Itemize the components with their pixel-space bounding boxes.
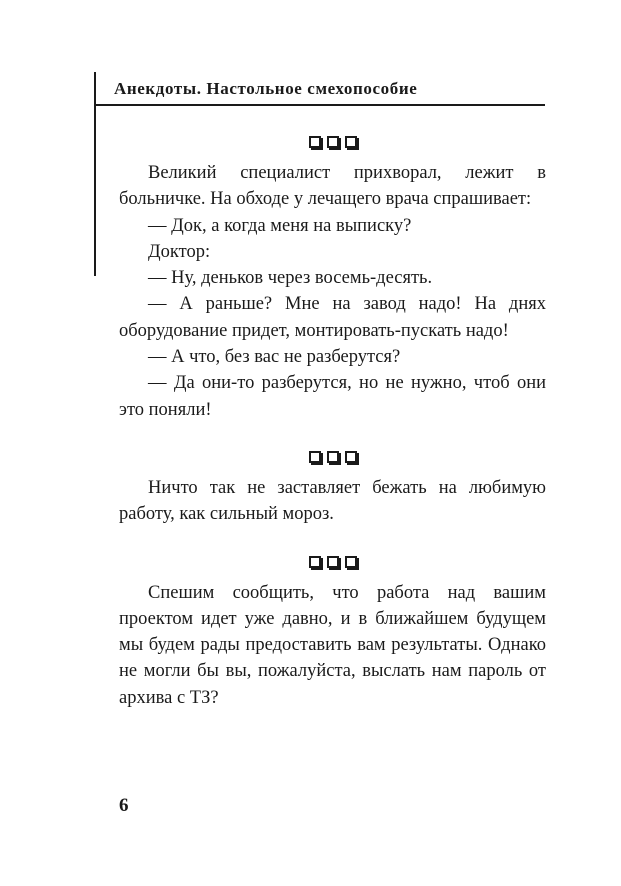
joke-2 (119, 475, 546, 528)
paragraph: — Да они-то разберутся, но не нужно, чтоб они это поняли! (119, 373, 546, 420)
ornament-box-icon (345, 556, 357, 568)
paragraph: Доктор: (148, 241, 211, 262)
section-ornament (119, 132, 546, 152)
paragraph: — А что, без вас не разберутся? (148, 347, 401, 368)
ornament-box-icon (327, 451, 339, 463)
ornament-box-icon (309, 451, 321, 463)
joke-3 (119, 580, 546, 711)
ornament-box-icon (345, 451, 357, 463)
ornament-box-icon (327, 556, 339, 568)
paragraph: Ничто так не заставляет бежать на любимую работу, как сильный мороз. (119, 477, 546, 525)
section-ornament (119, 552, 546, 572)
page-number: 6 (119, 795, 129, 816)
section-ornament (119, 447, 546, 467)
running-head: Анекдоты. Настольное смехопособие (114, 79, 418, 98)
ornament-box-icon (309, 556, 321, 568)
ornament-box-icon (345, 136, 357, 148)
ornament-box-icon (327, 136, 339, 148)
ornament-box-icon (309, 136, 321, 148)
joke-1 (119, 160, 546, 423)
page-content (119, 132, 546, 711)
vertical-rule (94, 72, 96, 276)
paragraph: — Док, а когда меня на выписку? (148, 215, 412, 236)
paragraph: — А раньше? Мне на завод надо! На днях оборудование придет, монтировать-пускать надо! (119, 294, 546, 341)
paragraph: — Ну, деньков через восемь-десять. (148, 268, 433, 289)
header-rule (94, 104, 545, 106)
paragraph: Великий специалист прихворал, лежит в больничке. На обходе у лечащего врача спрашивает: (119, 163, 546, 210)
paragraph: Спешим сообщить, что работа над вашим проектом идет уже давно, и в ближайшем будущем мы будем рады предоставить вам результаты. Однако не могли бы вы, пожалуйста, выслать нам пароль от архива с ТЗ? (119, 582, 546, 708)
